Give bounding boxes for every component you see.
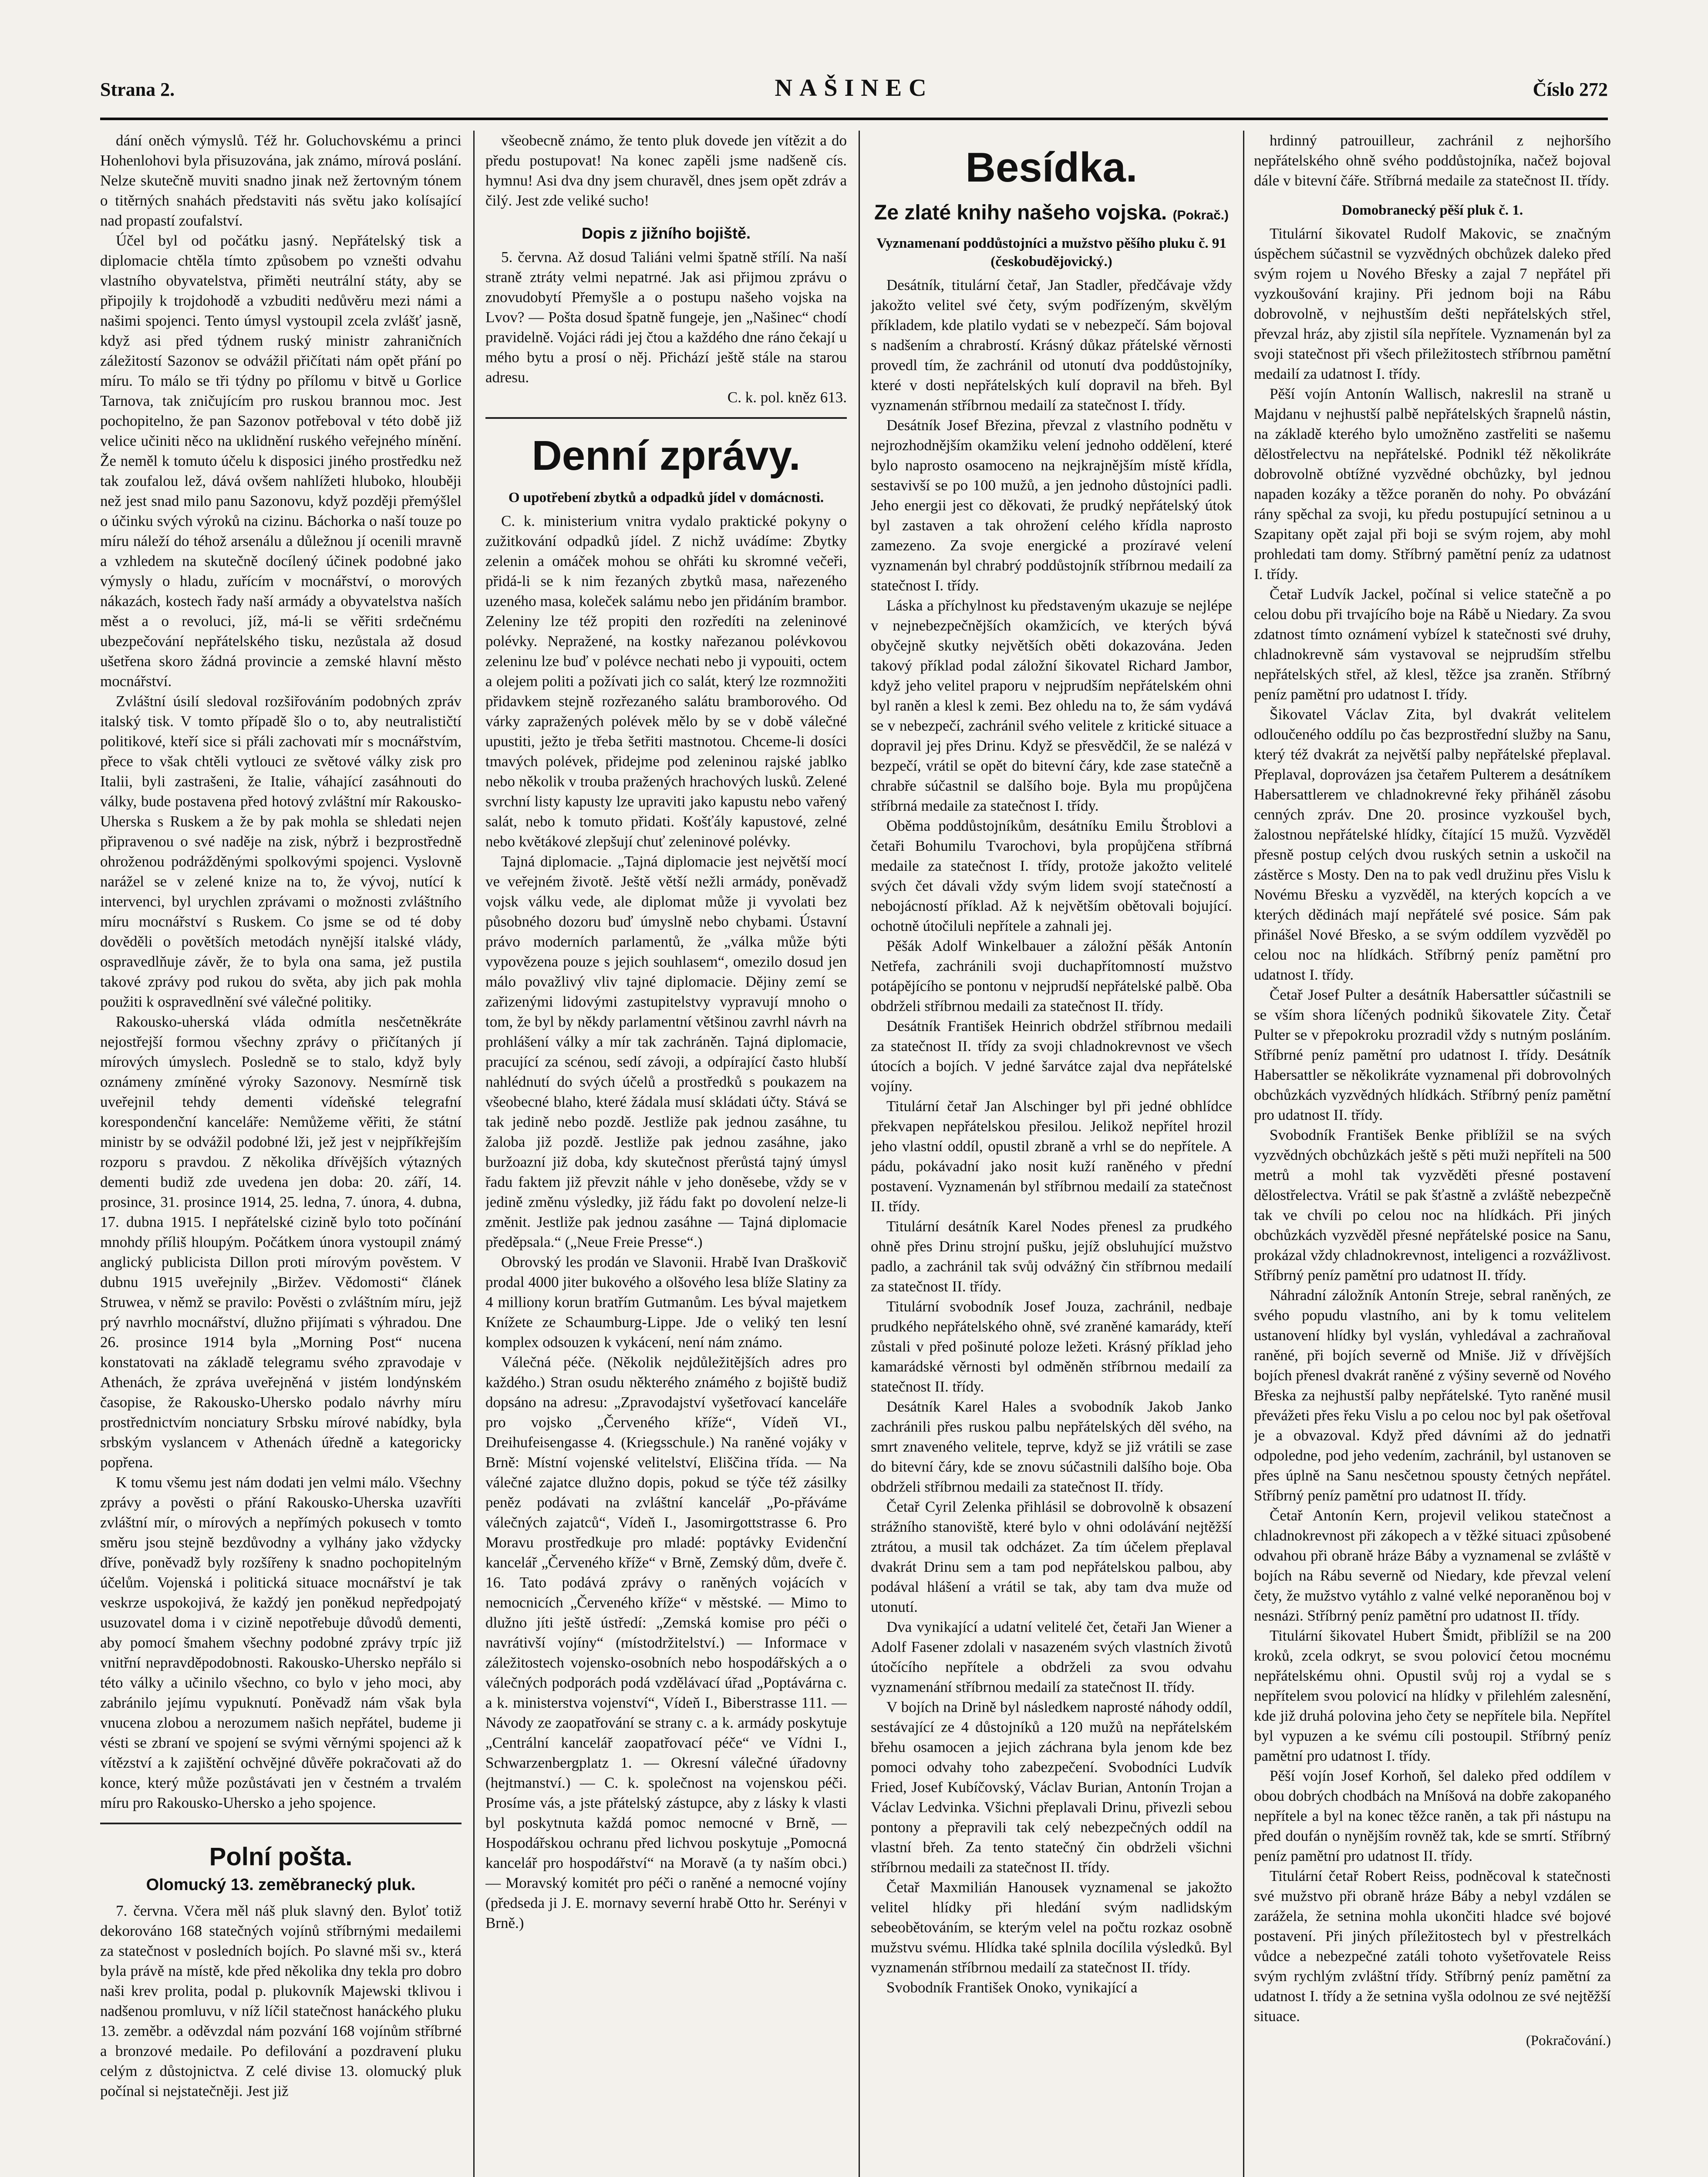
section-divider [485, 417, 847, 419]
news-paragraph: Válečná péče. (Několik nejdůležitějších adres pro každého.) Stran osudu některého známého z bojiště budiž dopsáno na adresu: „Zpravodajství vyšetřovací kanceláře pro vojsko „Červeného kříže“, Vídeň VI., Dreihufeisengasse 4. (Kriegsschule.) Na raněné vojáky v Brně: Místní vojenské velitelství, Eliščina třída. — Na válečné zajatce dlužno dopis, pokud se týče též zásilky peněz podávati na zvláštní kancelář „Po-přáváme válečných zajatců“, Vídeň I., Jasomirgottstrasse 6. Pro Moravu prostředkuje pro mladé: poptávky Evidenční kancelář „Červeného kříže“ v Brně, Zemský dům, dveře č. 16. Tato podává zprávy o raněných vojácích v nemocnicích „Červeného kříže“ v městské. — Mimo to dlužno jíti ještě ústředí: „Zemská komise pro péči o navrátivší vojíny“ (místodržitelství.) — Informace v záležitostech vojensko-osobních nebo hospodářských a o válečných podporách podá vzdělávací úřad „Poptávárna c. a k. ministerstva vojenství“, Vídeň I., Biberstrasse 111. — Návody ze zaopatřování se strany c. a k. armády poskytuje „Centrální kancelář zaopatřovací péče“ ve Vídni I., Schwarzenbergplatz 1. — Okresní válečné úřadovny (hejtmanství.) — C. k. společnost na vojenskou péči. Prosíme vás, a jste přátelský zástupce, aby z lásky k vlasti byl poskytnuta každá pomoc nemocné v Brně, — Hospodářskou ochranu před lichvou poskytuje „Pomocná kancelář pro hospodářství“ na Moravě (a ty naším obci.) — Moravský komitét pro péči o raněné a nemocné vojíny (předseda ji J. E. mornavy severní hrabě Otto hr. Serényi v Brně.) [485, 1354, 847, 1931]
article-paragraph: 5. června. Až dosud Taliáni velmi špatně střílí. Na naší straně ztráty velmi nepatrné. Jak asi přijmou zprávu o znovudobytí Přemyšle a o postupu našeho vojska na Lvov? — Pošta dosud špatně fungeje, jen „Našinec“ chodí pravidelně. Vojáci rádi jej čtou a každého dne ráno čekají u mého bytu a prosí o něj. Přichází ještě stále na starou adresu. [485, 249, 847, 386]
section-heading-besidka: Besídka. [965, 144, 1138, 191]
column-3 [871, 131, 1232, 2177]
feature-paragraph: Desátník Karel Hales a svobodník Jakob Janko zachránili přes ruskou palbu nepřátelských děl svého, na smrt znaveného velitele, teprve, když se již vrátili se zase do bitevní čáry, kde se znovu súčastnili dalšího boje. Oba obdrželi stříbrnou medaili za statečnost II. třídy. [871, 1398, 1232, 1495]
feature-paragraph: Svobodník František Onoko, vynikající a [886, 1979, 1138, 1996]
article-paragraph: Účel byl od počátku jasný. Nepřátelský tisk a diplomacie chtěla tímto způsobem po vznešti odvahu vlastního obyvatelstva, přiměti neutrální státy, aby se připojily k trojdohodě a vzbuditi nedůvěru mezi námi a našimi spojenci. Tento úmysl vystoupil zcela zvlášť jasně, když asi před týdnem ruský ministr zahraničních záležitostí Sazonov se odvážil přičítati nám opět přání po míru. To málo se tři týdny po přílomu v bitvě u Gorlice Tarnova, tak zničujícím pro ruskou brannou moc. Jest pochopitelno, že pan Sazonov potřeboval v této době již velice učiniti něco na uklidnění ruského veřejného mínění. Že neměl k tomuto účelu k disposici jiného prostředku než tak zoufalou lež, dává ovšem nahlížeti hluboko, hlouběji než jest snad milo panu Sazonovu, když později přemýšlel o účinku svých výroků na cizinu. Báchorka o naší touze po míru náleží do téhož arsenálu a důležnou jí ocenili mravně a vzhledem na skutečně docílený účinek podobné jako výmysly o hladu, zuřícím v mocnářství, o morových nákazách, kostech řady naší armády a obyvatelstva naších měst a o revoluci, jíž, má-li se věřiti srdečnému ubezpečování nepřátelského tisku, nezůstala až dosud ušetřena skoro žádná provincie a zemské hlavní město mocnářství. [100, 232, 462, 690]
feature-paragraph: Četař Maxmilián Hanousek vyznamenal se jakožto velitel hlídky při hledání svým nadlidským sebeobětováním, se kterým velel na počtu rozkaz osobně mužstvu svému. Hlídka také splnila docílila výsledků. Byl vyznamenán stříbrnou medailí za statečnost II. třídy. [871, 1879, 1232, 1976]
feature-subtitle-note: (Pokrač.) [1172, 208, 1229, 222]
feature-paragraph: Náhradní záložník Antonín Streje, sebral raněných, ze svého popudu vlastního, ani by k tomu velitelem ustanovení hlídky byl vyslán, vyhledával a zachraňoval raněné, při bojích severně od Mniše. Již v dřívějších bojích přenesl dvakrát raněné z výšiny severně od Nového Břeska za nejhustší palby nepřátelské. Tyto raněné musil převážeti přes řeku Vislu a po celou noc byl pak ošetřoval je a obvazoval. Když před dávními až do jednatři odpoledne, pod jeho vedením, zachránil, byl ustanoven se přes úplně na Sanu nesčetnou spousty četných nepřátel. Stříbrný peníz pamětní pro udatnost II. třídy. [1254, 1287, 1611, 1504]
feature-paragraph: Desátník František Heinrich obdržel stříbrnou medaili za statečnost II. třídy za svoji chladnokrevnost ve všech útocích a bojích. V jedné šarvátce zajal dva nepřátelské vojíny. [871, 1018, 1232, 1095]
column-rule [859, 131, 860, 2177]
feature-paragraph: Titulární šikovatel Rudolf Makovic, se značným úspěchem súčastnil se vyzvědných obchůzek daleko před svým rojem u Nového Břesky a zajal 7 nepřátel při vyzkoušování krajiny. Při jednom boji na Rábu dobrovolně, v nejhustším dešti nepřátelských střel, převzal hráz, aby zjistil síla nepřítele. Vyznamenán byl za svoji statečnost při všech přiležitostech stříbrnou pamětní medailí za udatnost I. třídy. [1254, 225, 1611, 382]
article-paragraph: 7. června. Včera měl náš pluk slavný den. Byloť totiž dekorováno 168 statečných vojínů stříbrnými medailemi za statečnost v posledních bojích. Po slavné mši sv., která byla právě na místě, kde před několika dny tekla pro dobro naši krev prolita, podal p. plukovník Majewski tklivou i nadšenou promluvu, v níž líčil statečnost hanáckého pluku 13. zeměbr. a oděvzdal nám pozvání 168 vojínům stříbrné a bronzové medaile. Po defilování a pozdravení pluku celým z důstojnictva. Z celé divise 13. olomucký pluk počínal si nejstatečněji. Jest již [100, 1902, 462, 2099]
column-4 [1254, 131, 1611, 2177]
feature-paragraph: Pěšák Adolf Winkelbauer a záložní pěšák Antonín Netřefa, zachránili svoji duchapřítomností mužstvo potápějícího se pontonu v nejprudší nepřátelské palbě. Oba obdrželi stříbrnou medaili za statečnost II. třídy. [871, 937, 1232, 1014]
feature-paragraph: Četař Antonín Kern, projevil velikou statečnost a chladnokrevnost při zákopech a v těžké situaci způsobené odvahou při obraně hráze Báby a vyznamenal se zvláště v bojích na Rábu severně od Niedary, kde převzal velení čety, že mužstvo vytáhlo z valné velké neporaněnou boj v nesnázi. Stříbrný peníz pamětní pro udatnost II. třídy. [1254, 1507, 1611, 1624]
column-2 [485, 131, 847, 2177]
feature-paragraph: Titulární četař Robert Reiss, podněcoval k statečnosti své mužstvo při obraně hráze Báby a nebyl vzdálen se zarážela, že setnina mohla ukončiti hladce své bojové postavení. Při jiných příležitostech byl v přestrelkách vůdce a nebezpečné zatáli tohoto vyšetřovatele Reiss svým rychlým zvláštní třídy. Stříbrný peníz pamětní za udatnost I. třídy a že setnina vyšla odolnou ze své nejtěžší situace. [1254, 1867, 1611, 2025]
news-subheading: O upotřebení zbytků a odpadků jídel v domácnosti. [508, 490, 824, 505]
issue-number: Číslo 272 [1533, 79, 1608, 100]
unit-heading: Vyznamenaní poddůstojníci a mužstvo pěšího pluku č. 91 (českobudějovický.) [876, 236, 1226, 270]
feature-paragraph: Desátník Josef Březina, převzal z vlastního podnětu v nejrozhodnějším okamžiku velení jednoho oddělení, které bylo naprosto osamoceno na nejkrajnějším místě křídla, sestavivší se po 100 mužů, a jen jednoho důstojníci padli. Jeho energii jest co děkovati, že prudký nepřátelský útok byl zastaven a tak ohrožení celého křídla naprosto zamezeno. Za svoje energické a prozíravé velení vyznamenán byl chrabrý poddůstojník stříbrnou medailí za statečnost I. třídy. [871, 417, 1232, 594]
column-1 [100, 131, 462, 2177]
feature-paragraph: Dva vynikající a udatní velitelé čet, četaři Jan Wiener a Adolf Fasener zdolali v nasazeném svých vlastních životů útočícího nepřítele a obdrželi za svou odvahu vyznamenání stříbrnou medailí za statečnost II. třídy. [871, 1618, 1232, 1695]
masthead-title: NAŠINEC [775, 74, 933, 101]
section-heading-polni-posta: Polní pošta. [209, 1843, 353, 1871]
feature-paragraph: V bojích na Drině byl následkem naprosté náhody oddíl, sestávající ze 4 důstojníků a 120 mužů na nepřátelském břehu osamocen a jejich záchrana byla jenom kde bez pomoci odvahy toho zabezpečení. Svobodníci Ludvík Fried, Josef Kubíčovský, Václav Burian, Antonín Trojan a Václav Ledvinka. Všichni přeplavali Drinu, přivezli sebou pontony a přepravili tak celý nebezpečných oddíl na vlastní břeh. Za tento statečný čin obdrželi všichni stříbrnou medaili za statečnost II. třídy. [871, 1698, 1232, 1876]
feature-paragraph: Titulární desátník Karel Nodes přenesl za prudkého ohně přes Drinu strojní pušku, jejíž obsluhující mužstvo padlo, a zachránil tak svůj odvážný čin stříbrnou medailí za statečnost II. třídy. [871, 1218, 1232, 1295]
feature-paragraph: Četař Cyril Zelenka přihlásil se dobrovolně k obsazení strážního stanoviště, které bylo v ohni odolávání nejtěžší ztrátou, a musil tak odcházet. Za tím účelem přeplaval dvakrát Drinu sem a tam pod nepřátelskou palbou, aby podával hlášení a vrátil se tak, aby tam dva muže od utonutí. [871, 1498, 1232, 1615]
article-paragraph: Rakousko-uherská vláda odmítla nesčetněkráte nejostřejší formou všechny zprávy o přičítaných jí mírových úmyslech. Posledně se to stalo, když byly oznámeny zmíněné výroky Sazonovy. Nesmírně tisk uveřejnil tehdy dementi vídeňské telegrafní korespondenční kanceláře: Nemůžeme věřiti, že státní ministr by se odvážil podobné lži, jež jest v nejpříkřejším rozporu s pravdou. Z několika dřívějších výtazných dementi budiž zde uvedena jen doba: 20. září, 14. prosince, 31. prosince 1914, 25. ledna, 7. února, 4. dubna, 17. dubna 1915. I nepřátelské cizině bylo toto počínání mnohdy příliš hloupým. Počátkem února vystoupil známý anglický publicista Dillon proti mírovým pověstem. V dubnu 1915 uveřejnily „Biržev. Vědomosti“ článek Struwea, v němž se pravilo: Pověsti o zvláštním míru, jejž prý navrhlo mocnářství, dlužno přijímati s výhradou. Dne 26. prosince 1914 byla „Morning Post“ nucena konstatovati na základě telegramu svého zpravodaje v Athenách, že zpráva uveřejněná v jistém londýnském časopise, že Rakousko-Uhersko podalo návrhy míru prostřednictvím nonciatury Srbsku mírové nabídky, byla srbským vyslancem v Athenách úředně a kategoricky popřena. [100, 1013, 462, 1471]
article-paragraph: všeobecně známo, že tento pluk dovede jen vítězit a do předu postupovat! Na konec zapěli jsme nadšeně cís. hymnu! Asi dva dny jsem churavěl, dnes jsem opět zdráv a čilý. Jest zde veliké sucho! [485, 132, 847, 209]
page-header [100, 65, 1608, 120]
article-paragraph: dání oněch výmyslů. Též hr. Goluchovskému a princi Hohenlohovi byla přisuzována, jak známo, mírová poslání. Nelze skutečně muviti snadno jinak než žertovným tónem o titěrných snahách představiti nás světu jako kolísající nad propastí zoufalství. [100, 132, 462, 229]
feature-paragraph: Svobodník František Benke přiblížil se na svých vyzvědných obchůzkách ještě s pěti muži nepříteli na 500 metrů a mohl tak vyzvěděti přesné postavení dělostřelectva. Vrátil se pak šťastně a zvláště nebezpečně tak ve chvíli po celou noc na hlídkách. Při jiných obchůzkách vyzvěděl přesné nepřátelské posice na Sanu, prokázal vždy chladnokrevnost, inteligenci a rozvážlivost. Stříbrný peníz pamětní pro udatnost II. třídy. [1254, 1126, 1611, 1284]
article-paragraph: Zvláštní úsilí sledoval rozšiřováním podobných zpráv italský tisk. V tomto případě šlo o to, aby neutralističtí politikové, kteří sice si přáli zachovati mír s mocnářstvím, přece to však chtěli vytlouci ze světové války zisk pro Italii, byli zastrašeni, že Italie, váhající zasáhnouti do války, bude postavena před hotový zvláštní mír Rakousko-Uherska s Ruskem a že by pak mohla se shledati nejen připravenou o své naděje na zisk, nýbrž i bezprostředně ohroženou podrážděnými spolkovými spojenci. Vyslovně narážel se v zelené knize na to, že vývoj, nutící k intervenci, byl urychlen zprávami o možnosti zvláštního míru mocnářství s Ruskem. Co jsme se od té doby dověděli o povětších metodách nynější italské vlády, ospravedlňuje závěr, že to byla ona sama, jež pustila takové zprávy pod rukou do světa, aby jich pak mohla použiti k ospravedlnění své válečné politiky. [100, 693, 462, 1010]
feature-paragraph: Desátník, titulární četař, Jan Stadler, předčávaje vždy jakožto velitel své čety, svým podřízeným, skvělým příkladem, kde platilo vydati se v nebezpečí. Sám bojoval s nadšením a chrabrostí. Krásný důkaz přátelské věrnosti provedl tím, že zachránil od utonutí dva poddůstojníky, které v dosti nepřátelských kulí dopravil na břeh. Byl vyznamenán stříbrnou medailí za statečnost I. třídy. [871, 276, 1232, 414]
article-paragraph: K tomu všemu jest nám dodati jen velmi málo. Všechny zprávy a pověsti o přání Rakousko-Uherska uzavříti zvláštní mír, o mírových a nepřímých pokusech v tomto směru jsou stejně bezdůvodny a vylhány jako vždycky dříve, poněvadž byly rozšířeny k snadno pochopitelným účelům. Vojenská i politická situace mocnářství je tak veskrze uspokojivá, že každý jen poněkud nepředpojatý usuzovatel doma i v cizině nepotřebuje důvodů dementi, aby pomocí šmahem všechny podobné zprávy trpíc již vnitřní nepravděpodobnosti. Rakousko-Uhersko nepřálo si této války a učinilo všechno, co bylo v jeho moci, aby zabránilo jejímu vypuknutí. Poněvadž nám však byla vnucena zlobou a nerozumem našich nepřátel, budeme ji vésti se zbraní ve spojení se svými věrnými spojenci až k vítězství a k zajištění ochvějné důvěře pokračovati až do konce, který může pozůstávati jen v čestném a trvalém míru pro Rakousko-Uhersko a jeho spojence. [100, 1474, 462, 1811]
news-paragraph: Obrovský les prodán ve Slavonii. Hrabě Ivan Draškovič prodal 4000 jiter bukového a olšového lesa blíže Slatiny za 4 milliony korun bratřím Gutmanům. Les býval majetkem Knížete ze Schaumburg-Lippe. Jde o veliký ten lesní komplex odsouzen k vykácení, není nám známo. [485, 1254, 847, 1351]
feature-paragraph: Titulární četař Jan Alschinger byl při jedné obhlídce překvapen nepřátelskou přesilou. Jelikož nepřítel hrozil jeho vlastní oddíl, opustil zbraně a vrhl se do nepřítele. A pádu, pokávadní jako nosit kuží raněného v přední postavení. Vyznamenán byl stříbrnou medailí za statečnost II. třídy. [871, 1098, 1232, 1215]
feature-paragraph: Titulární šikovatel Hubert Šmidt, přiblížil se na 200 kroků, zcela odkryt, se svou polovicí četou mocnému nepřátelskému ohni. Opustil svůj roj a vydal se s nepřítelem svou polovicí na hlídky v přilehlém zalesnění, kde již druhá polovina jeho čety se nepřítele bila. Nepřítel byl vypuzen a ke svému cíli postoupil. Stříbrný peníz pamětní pro udatnost I. třídy. [1254, 1627, 1611, 1764]
continuation-note: (Pokračování.) [1526, 2033, 1611, 2049]
news-paragraph: C. k. ministerium vnitra vydalo praktické pokyny o zužitkování odpadků jídel. Z nichž uvádíme: Zbytky zelenin a omáček mohou se ohřáti ku skromné večeři, přidá-li se k nim řezaných zbytků masa, nařezeného uzeného masa, koleček salámu nebo jen přidáním brambor. Zeleniny lze též propiti den rozředíti na zeleninové polévky. Nepražené, na kostky nařezanou polévkovou zeleninu lze buď v polévce nechati nebo ji vypouiti, octem a olejem politi a požívati jich co salát, který lze rozmnožiti přidavkem stejně rozřezaného salátu bramborového. Od várky zapražených polévek mělo by se v době válečné upustiti, ježto je třeba šetřiti mastnotou. Chceme-li dosíci tmavých polévek, přidejme pod zeleninou rajské jablko nebo několik v trouba pražených hrachových lusků. Zelené svrchní listy kapusty lze upraviti jako kapustu nebo vařený salát, nebo k tomuto přidati. Košťály kapustové, zelné nebo květákové zlepšují chuť zeleninové polévky. [485, 512, 847, 850]
feature-paragraph: hrdinný patrouilleur, zachránil z nejhoršího nepřátelského ohně svého poddůstojníka, načež bojoval dále v bitevní čáře. Stříbrná medaile za statečnost II. třídy. [1254, 132, 1611, 189]
section-divider [100, 1823, 462, 1824]
feature-paragraph: Titulární svobodník Josef Jouza, zachránil, nedbaje prudkého nepřátelského ohně, své zraněné kamarády, kteří zůstali v před pošinuté poloze ležeti. Krásný příklad jeho kamarádské věrnosti byl odměněn stříbrnou medailí za statečnost II. třídy. [871, 1298, 1232, 1395]
feature-paragraph: Láska a příchylnost ku představeným ukazuje se nejlépe v nejnebezpečnějších okamžicích, ve kterých bývá obyčejně skutky největších oběti dokazována. Jeden takový příklad podal záložní šikovatel Richard Jambor, když jeho velitel praporu v nejprudším nepřátelském ohni byl raněn a klesl k zemi. Bez ohledu na to, že sám vydává se v nebezpečí, zachránil svého velitele z kritické situace a dopravil jej přes Drinu. Když se přesvědčil, že se nalézá v bezpečí, vrátil se opět do bitevní čáry, kde zase statečně a chrabře súčastnil se dalšího boje. Byla mu propůjčena stříbrná medaile za statečnost I. třídy. [871, 597, 1232, 814]
feature-paragraph: Pěší vojín Antonín Wallisch, nakreslil na straně u Majdanu v nejhustší palbě nepřátelských šrapnelů nástin, na základě kterého bylo umožněno zastřeliti se našemu dělostřelectvu na nepřátelské. Podnikl též několikráte dobrovolně obtížné vyzvědné obchůzky, byl jednou napaden kozáky a těžce poraněn do nohy. Po obvázání rány spěchal za svoji, ku předu postupující setninou a u Szapitany opět zajal při boji se svým rojem, aby mohl prohledati tam domy. Stříbrný pamětní peníz za udatnost I. třídy. [1254, 385, 1611, 583]
feature-paragraph: Pěší vojín Josef Korhoň, šel daleko před oddílem v obou dobrých chodbách na Mníšová na dobře zakopaného nepřítele a byl na konec těžce raněn, a tak při nástupu na před doufán o nynějším rovněž tak, kde se smrtí. Stříbrný peníz pamětní pro udatnost II. třídy. [1254, 1767, 1611, 1864]
feature-paragraph: Šikovatel Václav Zita, byl dvakrát velitelem odloučeného oddílu po čas bezprostřední služby na Sanu, který též dvakrát za největší palby nepřátelské přeplaval. Přeplaval, doprovázen jsa četařem Pulterem a desátníkem Habersattlerem ve chladnokrevné řeky přiháněl zásobu cenných zpráv. Dne 20. prosince vyzkoušel bych, žalostnou nepřátelské hlídky, čítající 15 mužů. Vyzvěděl přesně postup celých dvou ruských setnin a uskočil na zástěrce s Mosty. Den na to pak vedl družinu přes Vislu k Novému Břesku a vyzvěděl, na kterých kopcích a ve kterých dědinách mají nepřátelé své posice. Sám pak přinášel Nové Břesko, a se svým oddílem vyzvěděl po celou noc na hlídkách. Stříbrný peníz pamětní pro udatnost I. třídy. [1254, 706, 1611, 983]
feature-paragraph: Četař Ludvík Jackel, počínal si velice statečně a po celou dobu při trvajícího boje na Rábě u Niedary. Za svou zdatnost tímto oznámení vybízel k statečnosti své druhy, chladnokrevně sám vystavoval se nejprudším střelbu nepřátelských střel, až klesl, těžce jsa zraněn. Stříbrný peníz pamětní pro udatnost I. třídy. [1254, 586, 1611, 703]
letter-signature: C. k. pol. kněz 613. [727, 389, 847, 406]
column-rule [1243, 131, 1244, 2177]
section-heading-denni-zpravy: Denní zprávy. [532, 432, 801, 479]
column-rule [473, 131, 475, 2177]
page-number: Strana 2. [100, 79, 175, 100]
letter-heading: Dopis z jižního bojiště. [581, 224, 751, 242]
feature-subtitle-text: Ze zlaté knihy našeho vojska. [874, 201, 1167, 224]
feature-paragraph: Četař Josef Pulter a desátník Habersattler súčastnili se se vším shora líčených podniků šikovatele Zity. Četař Pulter se v přepokroku prozradil vždy s nutným posláním. Stříbrné peníz pamětní pro udatnost I. třídy. Desátník Habersattler se několikráte vyznamenal při dobrovolných obchůzkách vyzvědných hlídkách. Stříbrný peníz pamětní pro udatnost II. třídy. [1254, 986, 1611, 1123]
section-subheading: Olomucký 13. zeměbranecký pluk. [146, 1876, 416, 1894]
feature-paragraph: Oběma poddůstojníkům, desátníku Emilu Štroblovi a četaři Bohumilu Tvarochovi, byla propůjčena stříbrná medaile za statečnost I. třídy, protože jakožto velitelé svých čet dávali vždy svým lidem svojí statečností a nebojácností příklad. Až k největším obětovali bojující. ochotně útočiluli nepřítele a zahnali jej. [871, 817, 1232, 934]
feature-subtitle [871, 200, 1232, 228]
news-paragraph: Tajná diplomacie. „Tajná diplomacie jest největší mocí ve veřejném životě. Ještě větší nežli armády, poněvadž vojsk válku vede, ale diplomat může ji vyvolati bez působného dozoru buď úmyslně nebo chybami. Ústavní právo moderních parlamentů, že „válka může býti vypovězena pouze s jejich souhlasem“, omezilo dosud jen málo považlivý vliv tajné diplomacie. Dějiny zemí se zařizenými lidovými zastupitelstvy vypravují mnoho o tom, že byl by někdy parlamentní většinou zavrhl návrh na prohlášení války a mír tak zachráněn. Tajná diplomacie, pracující za scénou, sedí závoji, a odpírající často hlubší nahlédnutí do svých účelů a prostředků s poukazem na všeobecné blaho, které žádala musí skládati účty. Stává se tak jedině nebo pozdě. Jestliže pak jednou zasáhne, tu žaloba již pozdě. Jestliže pak jednou zasáhne, jako buržoazní již doba, kdy skutečnost přerůstá tajný úmysl řadu faktem již převzit náhle v jeho doněsebe, vždy se v jedině změnu výsledky, již řádu fakt po dovolení nelze-li změnit. Jestliže pak jednou zasáhne — Tajná diplomacie předěpsala.“ („Neue Freie Presse“.) [485, 853, 847, 1250]
unit-heading: Domobranecký pěší pluk č. 1. [1341, 202, 1523, 218]
